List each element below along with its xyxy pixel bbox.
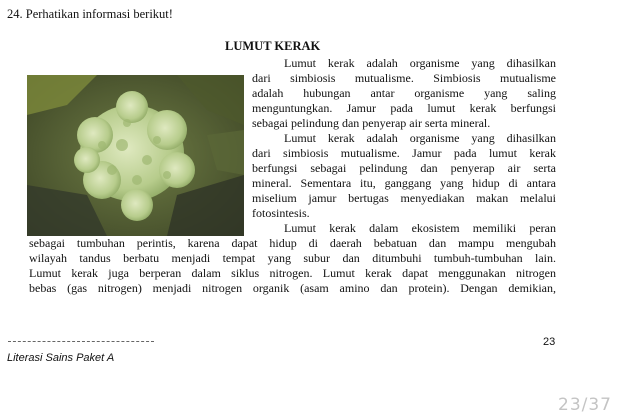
footer-divider [8,341,154,342]
article-line: mineral. Sementara itu, ganggang yang hidup di antara [252,176,556,190]
article-line: menguntungkan. Jamur pada lumut kerak berfungsi [252,101,556,115]
article-line: bebas (gas nitrogen) menjadi nitrogen organik (asam amino dan protein). Dengan demikian, [29,281,556,295]
article-line: adalah hubungan antar organisme yang saling [252,86,556,100]
article-title: LUMUT KERAK [225,39,321,53]
lichen-photo [27,75,244,236]
question-number: 24. Perhatikan informasi berikut! [7,7,173,21]
article-line: Lumut kerak juga berperan dalam siklus nitrogen. Lumut kerak dapat menggunakan nitrogen [29,266,556,280]
article-line: sebagai tumbuhan perintis, karena dapat hidup di daerah bebatuan dan mampu mengubah [29,236,556,250]
page-indicator: 23/37 [558,395,612,415]
article-line: fotosintesis. [252,206,310,220]
article-line: Lumut kerak dalam ekosistem memiliki peran [284,221,556,235]
article-line: dari simbiosis mutualisme. Simbiosis mutualisme [252,71,556,85]
article-line: miselium jamur bertugas menyediakan makan melalui [252,191,556,205]
page-number: 23 [543,336,556,348]
lichen-photo-icon [27,75,244,236]
article-line: berfungsi sebagai pelindung dan penyerap air serta [252,161,556,175]
footer-label: Literasi Sains Paket A [7,352,115,364]
article-line: dari simbiosis mutualisme. Jamur pada lumut kerak [252,146,556,160]
article-line: wilayah tandus berbatu menjadi tempat yang subur dan ditumbuhi tumbuh-tumbuhan lain. [29,251,556,265]
article-line: sebagai pelindung dan penyerap air serta mineral. [252,116,491,130]
article-line: Lumut kerak adalah organisme yang dihasilkan [284,131,556,145]
article-line: Lumut kerak adalah organisme yang dihasilkan [284,56,556,70]
